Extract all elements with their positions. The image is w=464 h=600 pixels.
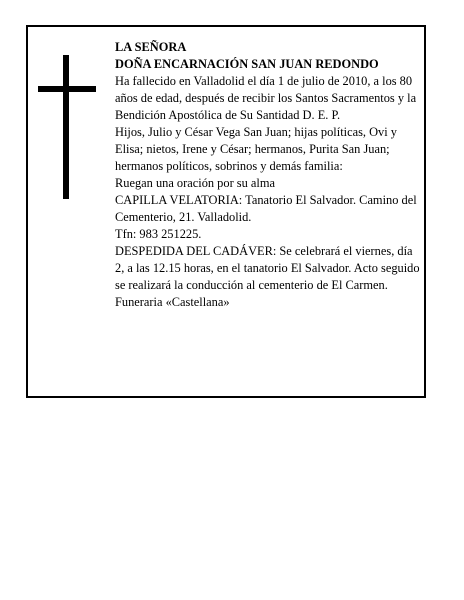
cross-horizontal-bar (38, 86, 96, 92)
notice-farewell: DESPEDIDA DEL CADÁVER: Se celebrará el viernes, día 2, a las 12.15 horas, en el tanatorio El Salvador. Acto seguido se realizará la conducción al cementerio de El Carmen. (115, 244, 420, 292)
notice-family: Hijos, Julio y César Vega San Juan; hijas políticas, Ovi y Elisa; nietos, Irene y César; hermanos, Purita San Juan; hermanos políticos, sobrinos y demás familia: (115, 125, 397, 173)
cross-vertical-bar (63, 55, 69, 199)
notice-heading-name: DOÑA ENCARNACIÓN SAN JUAN REDONDO (115, 57, 379, 71)
notice-prayer-request: Ruegan una oración por su alma (115, 176, 275, 190)
notice-death-announcement: Ha fallecido en Valladolid el día 1 de julio de 2010, a los 80 años de edad, después de recibir los Santos Sacramentos y la Bendición Apostólica de Su Santidad D. E. P. (115, 74, 417, 122)
obituary-notice (26, 25, 426, 398)
notice-text (115, 39, 421, 311)
notice-chapel: CAPILLA VELATORIA: Tanatorio El Salvador. Camino del Cementerio, 21. Valladolid. (115, 193, 417, 224)
notice-funeral-home: Funeraria «Castellana» (115, 295, 230, 309)
notice-phone: Tfn: 983 251225. (115, 227, 202, 241)
cross-icon (38, 55, 96, 199)
notice-heading-title: LA SEÑORA (115, 40, 187, 54)
